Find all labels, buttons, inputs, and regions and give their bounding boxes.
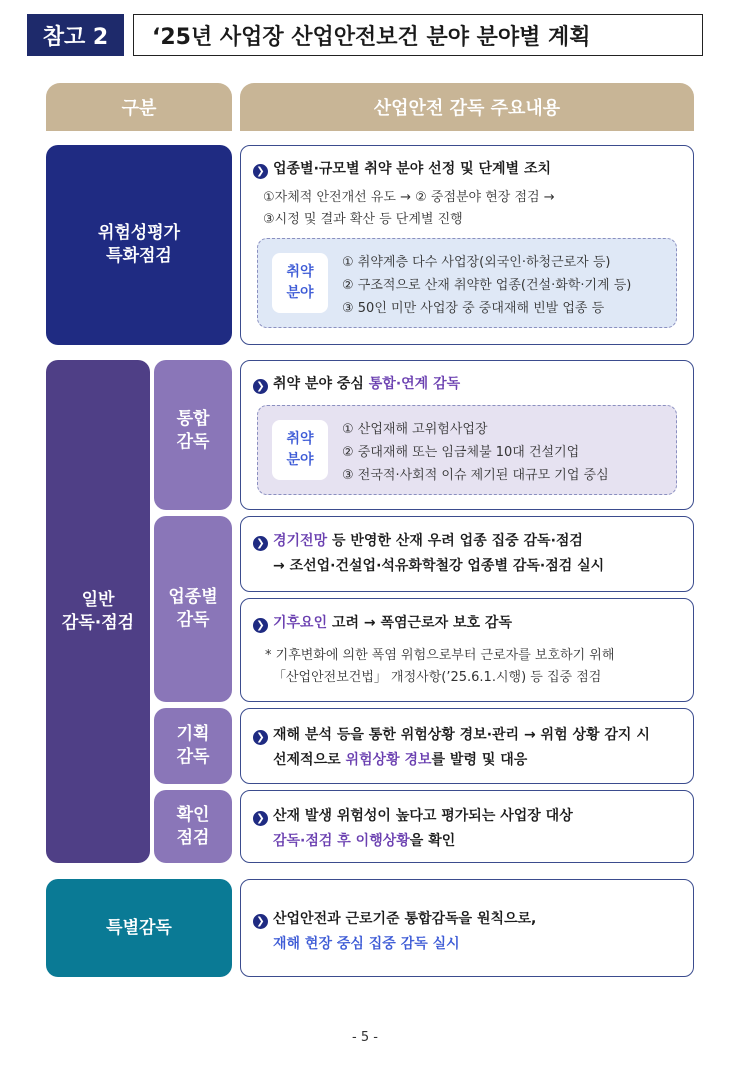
steps-line-1: ①자체적 안전개선 유도 → ② 중점분야 현장 점검 →: [263, 190, 555, 205]
circle-chevron-right-icon: ❯: [253, 379, 268, 394]
list-item: ③ 전국적·사회적 이슈 제기된 대규모 기업 중심: [342, 468, 609, 483]
circle-chevron-right-icon: ❯: [253, 618, 268, 633]
page-title: ‘25년 사업장 산업안전보건 분야 분야별 계획: [133, 14, 703, 56]
main-point: ❯ 산재 발생 위험성이 높다고 평가되는 사업장 대상: [253, 805, 573, 826]
list-item: ① 산업재해 고위험사업장: [342, 422, 488, 437]
main-point: ❯ 기후요인 고려 → 폭염근로자 보호 감독: [253, 612, 512, 633]
list-item: ① 취약계층 다수 사업장(외국인·하청근로자 등): [342, 255, 611, 270]
content-box-industry-1: [240, 516, 694, 592]
detail-line: → 조선업·건설업·석유화학철강 업종별 감독·점검 실시: [273, 558, 605, 574]
column-header-content: 산업안전 감독 주요내용: [240, 83, 694, 131]
page-number: - 5 -: [352, 1030, 378, 1045]
circle-chevron-right-icon: ❯: [253, 811, 268, 826]
note-line: * 기후변화에 의한 폭염 위험으로부터 근로자를 보호하기 위해: [265, 648, 615, 663]
main-point: ❯ 취약 분야 중심 통합·연계 감독: [253, 373, 460, 394]
vulnerable-areas-panel: [257, 405, 677, 495]
category-general-inspection: 일반 감독·점검: [46, 360, 150, 863]
note-line: 「산업안전보건법」 개정사항(’25.6.1.시행) 등 집중 점검: [273, 670, 602, 685]
content-box-special: [240, 879, 694, 977]
main-point: ❯ 업종별·규모별 취약 분야 선정 및 단계별 조치: [253, 158, 551, 179]
category-risk-assessment: 위험성평가 특화점검: [46, 145, 232, 345]
circle-chevron-right-icon: ❯: [253, 914, 268, 929]
subcategory-confirm: 확인 점검: [154, 790, 232, 863]
column-header-category: 구분: [46, 83, 232, 131]
detail-line: 선제적으로 위험상황 경보를 발령 및 대응: [273, 752, 528, 768]
category-special: 특별감독: [46, 879, 232, 977]
subcategory-planned: 기획 감독: [154, 708, 232, 784]
vulnerable-chip: 취약 분야: [272, 420, 328, 480]
subcategory-integrated: 통합 감독: [154, 360, 232, 510]
vulnerable-areas-panel: [257, 238, 677, 328]
list-item: ③ 50인 미만 사업장 중 중대재해 빈발 업종 등: [342, 301, 605, 316]
detail-line: 재해 현장 중심 집중 감독 실시: [273, 936, 460, 952]
content-box-planned: [240, 708, 694, 784]
circle-chevron-right-icon: ❯: [253, 536, 268, 551]
subcategory-industry: 업종별 감독: [154, 516, 232, 702]
content-box-risk-assessment: [240, 145, 694, 345]
list-item: ② 중대재해 또는 임금체불 10대 건설기업: [342, 445, 580, 460]
circle-chevron-right-icon: ❯: [253, 164, 268, 179]
main-point: ❯ 재해 분석 등을 통한 위험상황 경보·관리 → 위험 상황 감지 시: [253, 724, 650, 745]
list-item: ② 구조적으로 산재 취약한 업종(건설·화학·기계 등): [342, 278, 632, 293]
content-box-confirm: [240, 790, 694, 863]
vulnerable-chip: 취약 분야: [272, 253, 328, 313]
circle-chevron-right-icon: ❯: [253, 730, 268, 745]
main-point: ❯ 경기전망 등 반영한 산재 우려 업종 집중 감독·점검: [253, 530, 583, 551]
reference-tag: 참고 2: [27, 14, 124, 56]
steps-line-2: ③시정 및 결과 확산 등 단계별 진행: [263, 212, 463, 227]
main-point: ❯ 산업안전과 근로기준 통합감독을 원칙으로,: [253, 908, 536, 929]
content-box-integrated: [240, 360, 694, 510]
content-box-industry-2: [240, 598, 694, 702]
detail-line: 감독·점검 후 이행상황을 확인: [273, 833, 456, 849]
